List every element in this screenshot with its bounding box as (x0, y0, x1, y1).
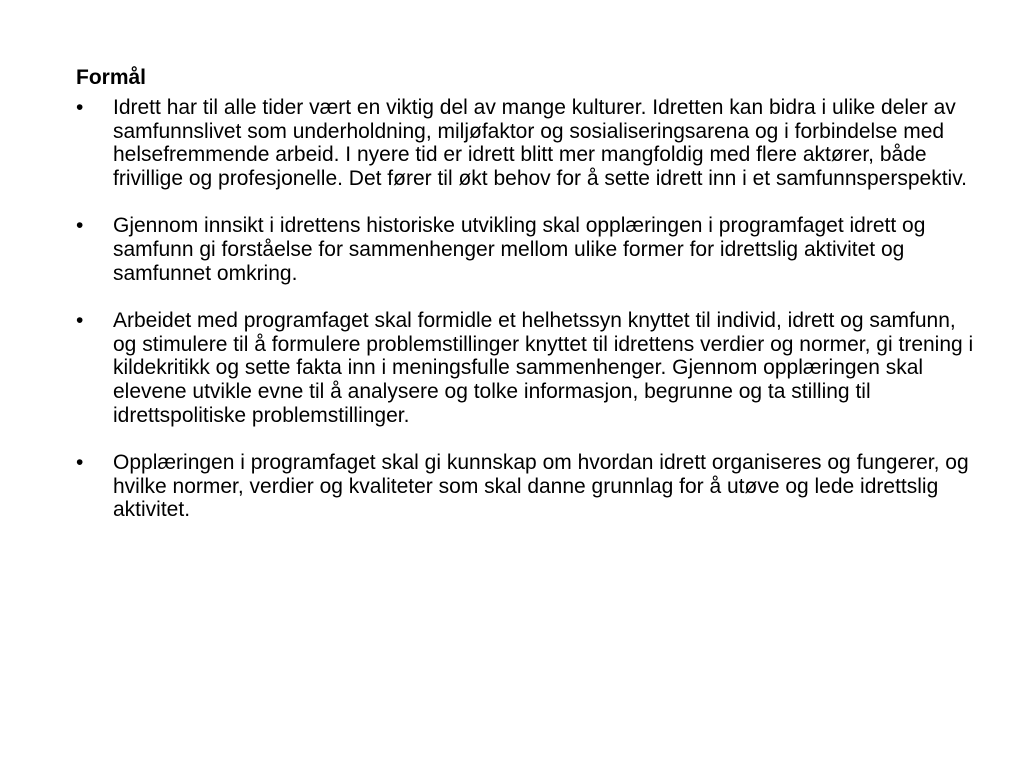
slide-content (76, 66, 976, 546)
bullet-text: Gjennom innsikt i idrettens historiske utvikling skal opplæringen i programfaget idrett og samfunn gi forståelse for sammenhenger mellom ulike former for idrettslig aktivitet og samfunnet omkring. (113, 214, 926, 285)
bullet-list (76, 96, 976, 522)
slide-heading: Formål (76, 66, 147, 89)
bullet-marker: • (76, 451, 84, 475)
bullet-text: Opplæringen i programfaget skal gi kunnskap om hvordan idrett organiseres og fungerer, og hvilke normer, verdier og kvaliteter som skal danne grunnlag for å utøve og lede idrettslig aktivitet. (113, 451, 969, 522)
bullet-item (76, 309, 976, 427)
bullet-item (76, 96, 976, 190)
bullet-marker: • (76, 96, 84, 119)
bullet-item (76, 451, 976, 522)
bullet-marker: • (76, 309, 84, 333)
bullet-item (76, 214, 976, 285)
bullet-marker: • (76, 214, 84, 238)
bullet-text: Idrett har til alle tider vært en viktig del av mange kulturer. Idretten kan bidra i ulike deler av samfunnslivet som underholdning, miljøfaktor og sosialiseringsarena og i forbindelse med helsefremmende arbeid. I nyere tid er idrett blitt mer mangfoldig med flere aktører, både frivillige og profesjonelle. Det fører til økt behov for å sette idrett inn i et samfunnsperspektiv. (113, 96, 967, 190)
bullet-text: Arbeidet med programfaget skal formidle et helhetssyn knyttet til individ, idrett og samfunn, og stimulere til å formulere problemstillinger knyttet til idrettens verdier og normer, gi trening i kildekritikk og sette fakta inn i meningsfulle sammenhenger. Gjennom opplæringen skal elevene utvikle evne til å analysere og tolke informasjon, begrunne og ta stilling til idrettspolitiske problemstillinger. (113, 309, 974, 427)
